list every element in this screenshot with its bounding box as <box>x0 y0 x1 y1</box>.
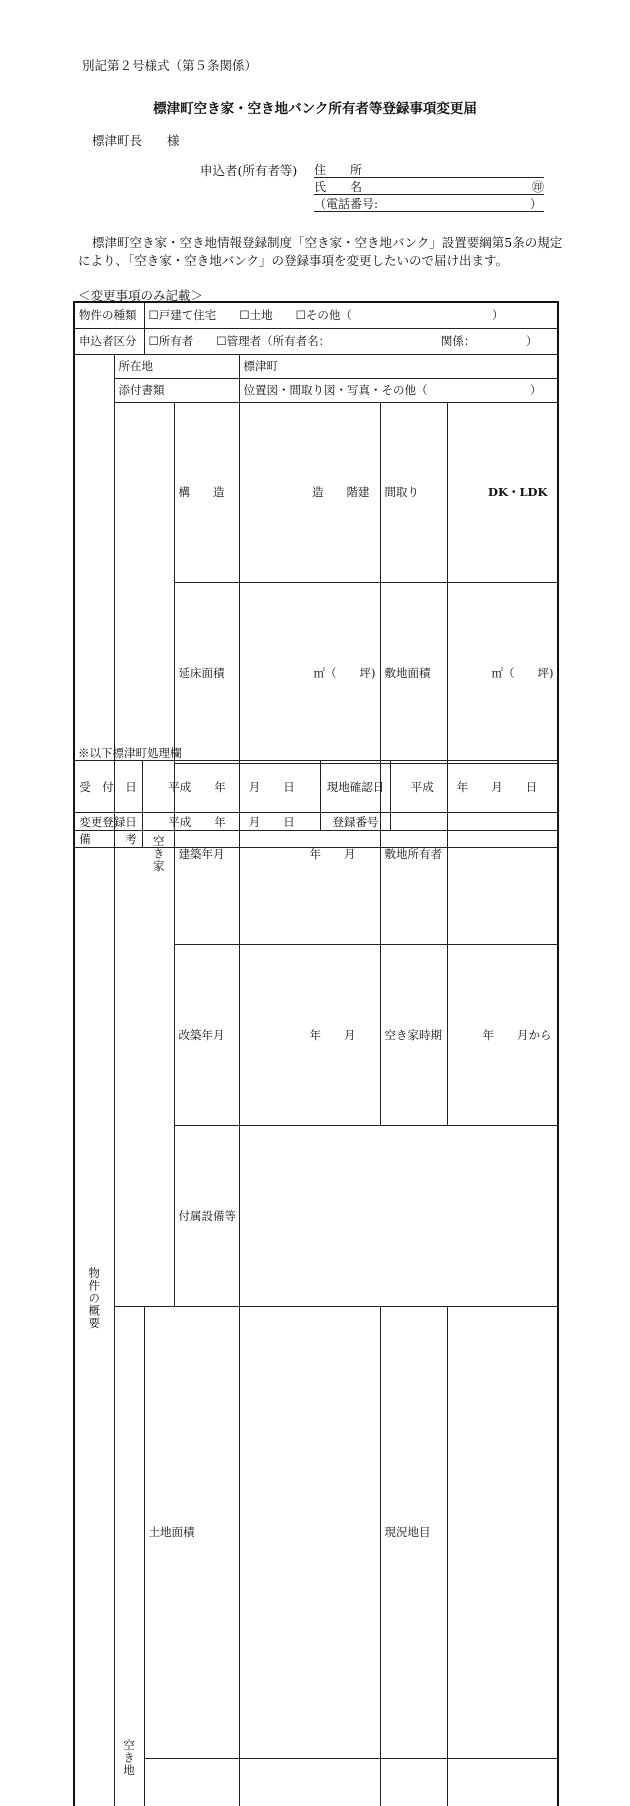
applicant-category-options[interactable] <box>144 328 558 354</box>
received-date-label: 受 付 日 <box>74 761 143 813</box>
registration-number-value[interactable] <box>391 813 558 831</box>
received-date-value[interactable]: 平成 年 月 日 <box>143 761 321 813</box>
body-text-line2: により、「空き家・空き地バンク」の登録事項を変更したいので届け出ます。 <box>78 251 508 269</box>
site-area-label: 敷地面積 <box>380 583 447 764</box>
land-area-label <box>144 1306 239 1758</box>
vacant-land-period-label <box>380 1758 447 1806</box>
applicant-category-text: ☐所有者 ☐管理者（所有者名： <box>149 333 331 349</box>
site-confirm-date-value[interactable]: 平成 年 月 日 <box>391 761 558 813</box>
vacant-land-period-value[interactable] <box>447 1758 558 1806</box>
phone-label: （電話番号: <box>314 197 378 211</box>
main-form-table <box>73 301 559 1806</box>
location-label: 所在地 <box>114 354 239 378</box>
site-confirm-date-label: 現地確認日 <box>321 761 391 813</box>
phone-close: ） <box>530 195 542 212</box>
renovation-date-value[interactable]: 年 月 <box>239 944 380 1125</box>
floor-area-label: 延床面積 <box>174 583 239 764</box>
property-overview-label <box>74 354 114 1806</box>
property-type-options[interactable] <box>144 302 558 328</box>
land-use-label <box>380 1306 447 1758</box>
applicant-category-close: ） <box>526 333 554 349</box>
address-label: 住 所 <box>314 163 362 177</box>
attachments-text: 位置図・間取り図・写真・その他（ <box>244 382 428 398</box>
registration-number-label: 登録番号 <box>321 813 391 831</box>
floor-area-value[interactable]: ㎡（ 坪) <box>239 583 380 764</box>
attachments-close: ） <box>530 382 554 398</box>
remarks-field[interactable] <box>143 831 558 848</box>
house-spacer <box>114 402 144 1306</box>
structure-value[interactable]: 造 階建 <box>239 402 380 583</box>
office-use-table <box>73 760 558 848</box>
applicant-category-label: 申込者区分 <box>74 328 144 354</box>
location-value[interactable]: 標津町 <box>239 354 558 378</box>
facilities-label <box>174 1125 239 1306</box>
land-status-value[interactable] <box>239 1758 380 1806</box>
renovation-date-label: 改築年月 <box>174 944 239 1125</box>
vacant-house-label: 空き家 <box>144 402 174 1306</box>
seal-mark: ㊞ <box>532 178 544 195</box>
form-title: 標津町空き家・空き地バンク所有者等登録事項変更届 <box>0 97 630 117</box>
site-area-value[interactable]: ㎡（ 坪) <box>447 583 558 764</box>
vacant-land-label <box>114 1306 144 1806</box>
vacant-house-period-value[interactable]: 年 月から <box>447 944 558 1125</box>
office-use-label: ※以下標津町処理欄 <box>78 745 182 761</box>
section-label: ＜変更事項のみ記載＞ <box>78 286 203 304</box>
addressee: 標津町長 様 <box>92 131 180 149</box>
site-owner-label: 敷地所有者 <box>380 764 447 945</box>
vacant-house-period-label: 空き家時期 <box>380 944 447 1125</box>
land-status-label <box>144 1758 239 1806</box>
change-registration-date-value[interactable]: 平成 年 月 日 <box>143 813 321 831</box>
name-field[interactable] <box>314 178 544 195</box>
body-text-line1: 標津町空き家・空き地情報登録制度「空き家・空き地バンク」設置要綱第5条の規定 <box>92 233 562 251</box>
change-registration-date-label: 変更登録日 <box>74 813 143 831</box>
property-type-text: ☐戸建て住宅 ☐土地 ☐その他（ <box>149 307 352 323</box>
built-date-label: 建築年月 <box>174 764 239 945</box>
structure-label: 構 造 <box>174 402 239 583</box>
applicant-label: 申込者(所有者等) <box>200 161 297 179</box>
relation-label: 関係： <box>441 333 476 349</box>
land-use-value[interactable] <box>447 1306 558 1758</box>
floor-plan-label: 間取り <box>380 402 447 583</box>
land-area-value[interactable] <box>239 1306 380 1758</box>
form-number: 別記第２号様式（第５条関係） <box>82 56 257 74</box>
built-date-value[interactable]: 年 月 <box>239 764 380 945</box>
property-type-label: 物件の種類 <box>74 302 144 328</box>
name-label: 氏 名 <box>314 180 362 194</box>
attachments-value[interactable] <box>239 378 558 402</box>
floor-plan-value[interactable]: DK・LDK <box>447 402 558 583</box>
phone-field[interactable] <box>314 195 544 212</box>
attachments-label: 添付書類 <box>114 378 239 402</box>
address-field[interactable] <box>314 161 544 178</box>
property-type-close: ） <box>492 307 554 323</box>
remarks-label: 備 考 <box>74 831 143 848</box>
facilities-value[interactable] <box>239 1125 558 1306</box>
